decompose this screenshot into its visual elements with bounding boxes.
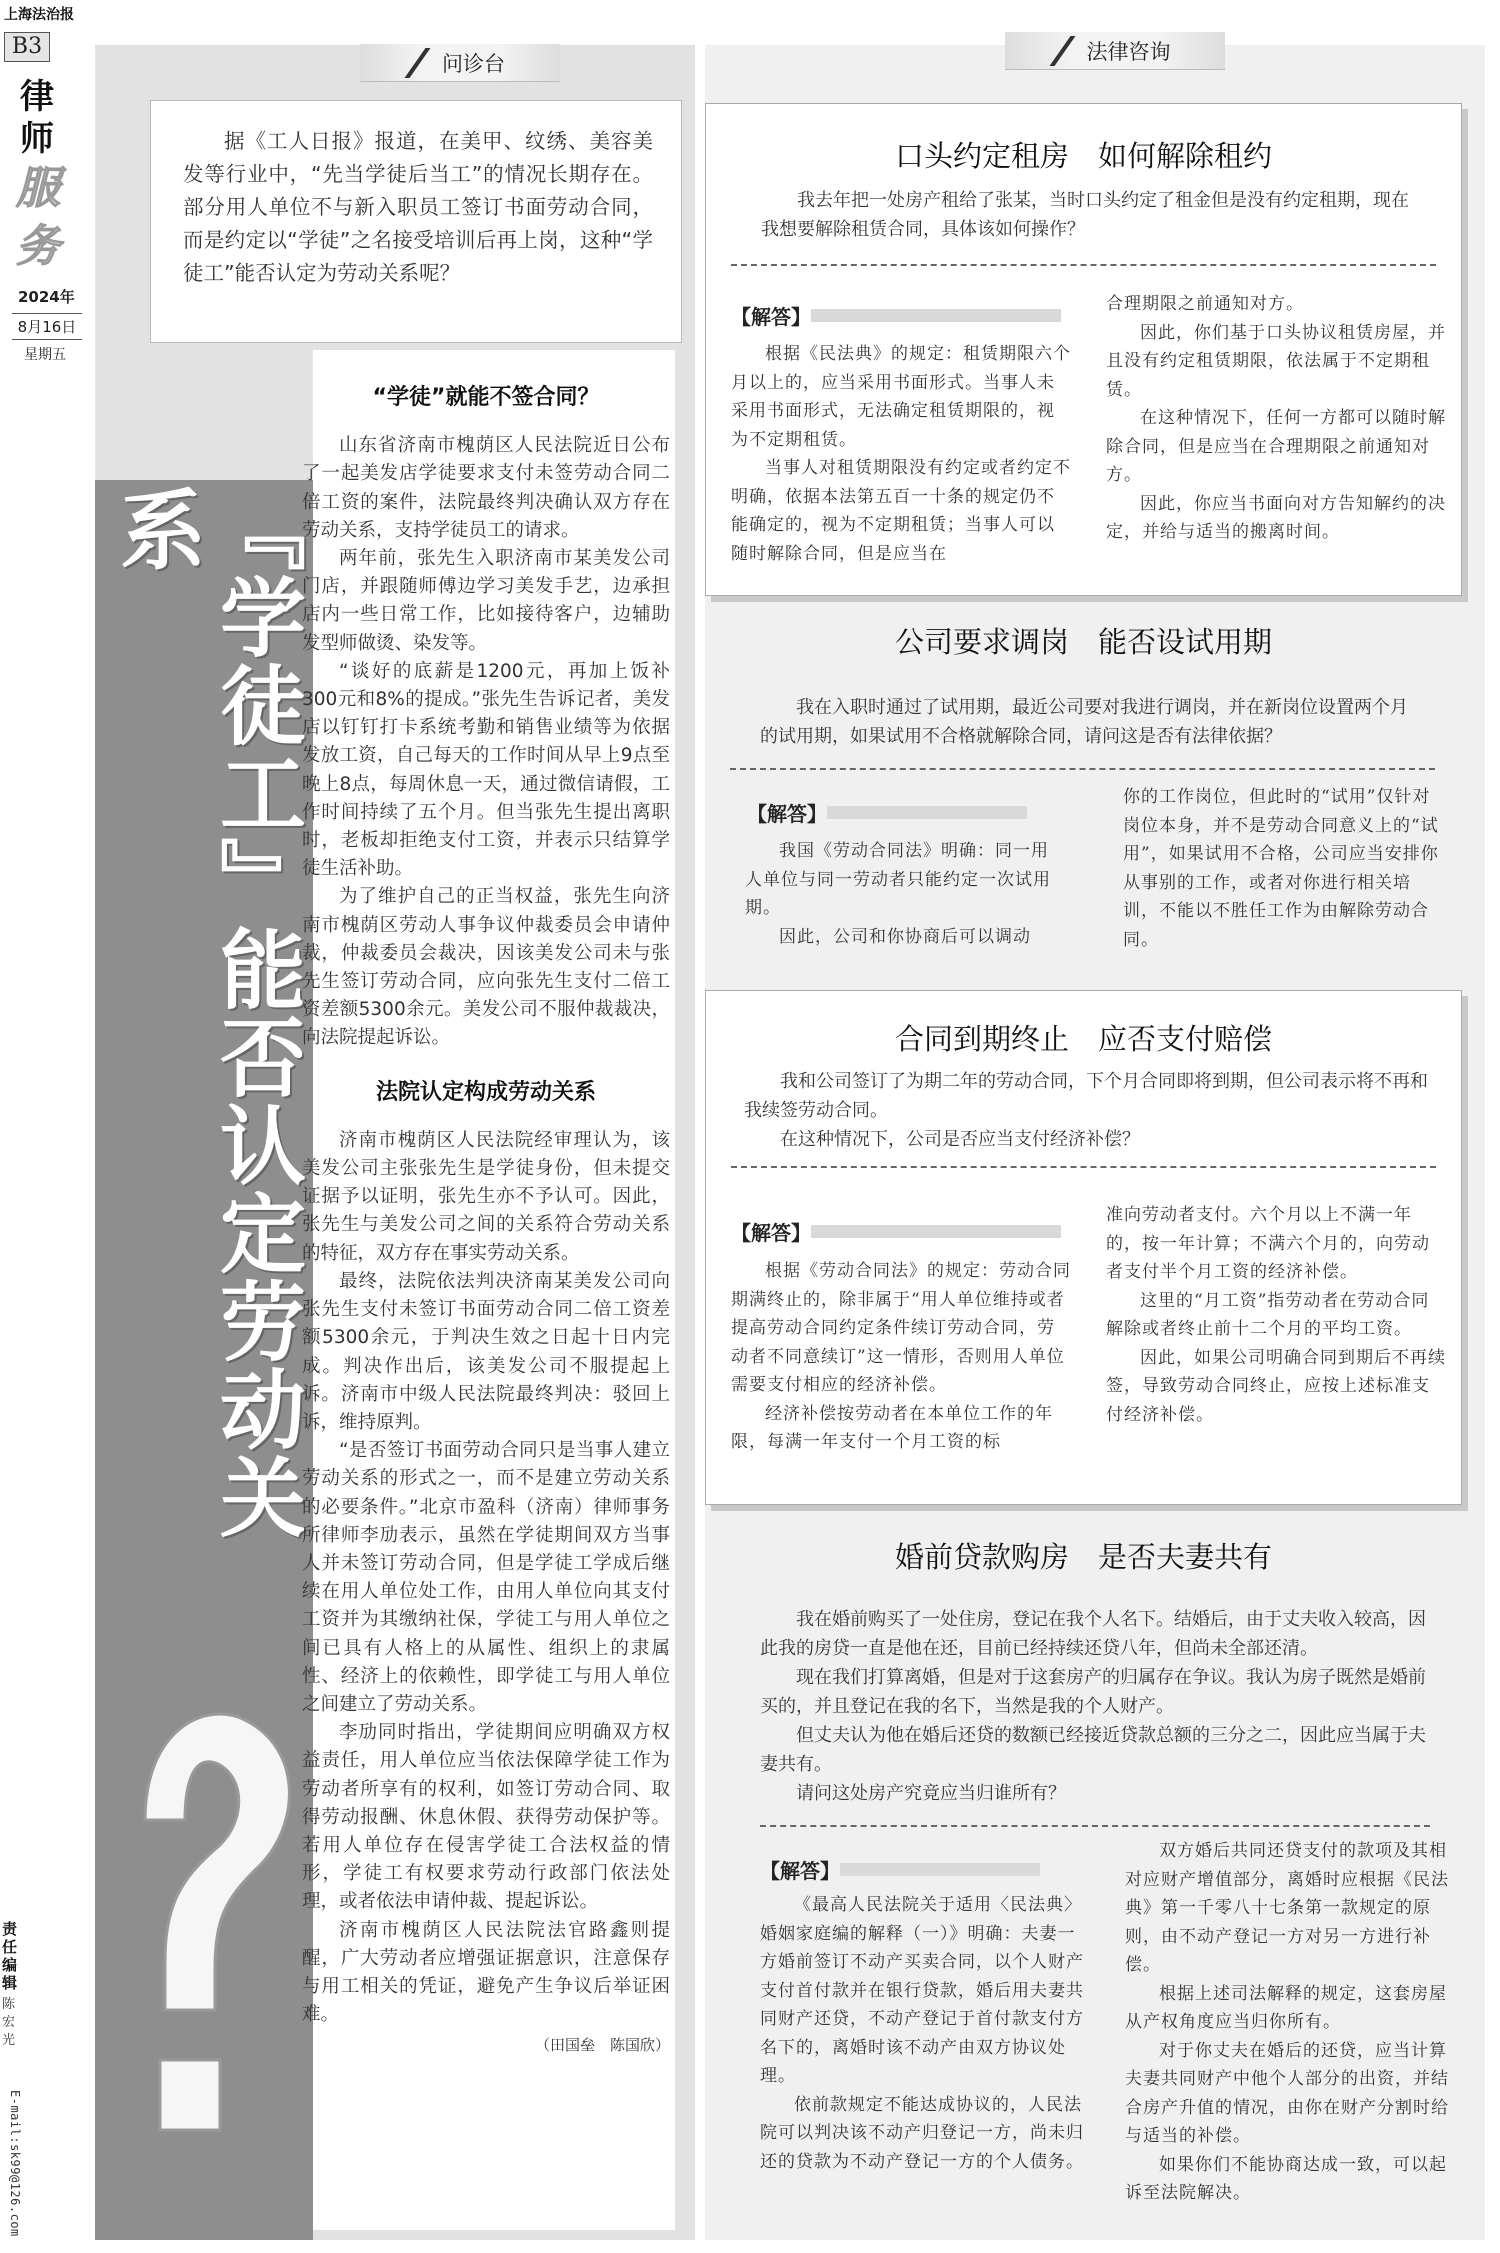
qa-4-divider <box>760 1825 1430 1827</box>
subheading-2: 法院认定构成劳动关系 <box>375 1079 596 1105</box>
answer-para: 你的工作岗位，但此时的“试用”仅针对岗位本身，并不是劳动合同意义上的“试用”，如果试用不合格，公司应当安排你从事别的工作，或者对你进行相关培训，不能以不胜任工作为由解除劳动合同。 <box>1123 787 1439 950</box>
qa-4-question-text: 请问这处房产究竟应当归谁所有？ <box>796 1783 1066 1804</box>
answer-para: 经济补偿按劳动者在本单位工作的年限，每满一年支付一个月工资的标 <box>731 1403 1053 1452</box>
answer-para: 双方婚后共同还贷支付的款项及其相对应财产增值部分，离婚时应根据《民法典》第一千零八十七条第一款规定的原则，由不动产登记一方对另一方进行补偿。 <box>1125 1841 1449 1975</box>
answer-para: 《最高人民法院关于适用〈民法典〉婚姻家庭编的解释（一）》明确：夫妻一方婚前签订不动产买卖合同，以个人财产支付首付款并在银行贷款，婚后用夫妻共同财产还贷，不动产登记于首付款支付方名下的，离婚时该不动产由双方协议处理。 <box>760 1895 1084 2086</box>
article-para: 济南市槐荫区人民法院经审理认为，该美发公司主张张先生是学徒身份，但未提交证据予以证明，张先生亦不予认可。因此，张先生与美发公司之间的关系符合劳动关系的特征，双方存在事实劳动关系。 <box>302 1129 670 1264</box>
subheading-1: “学徒”就能不签合同？ <box>372 385 600 410</box>
tag-slash-icon <box>1049 36 1075 66</box>
qa-3-answer-bar <box>811 1225 1061 1238</box>
answer-para: 准向劳动者支付。六个月以上不满一年的，按一年计算；不满六个月的，向劳动者支付半个月工资的经济补偿。 <box>1106 1205 1430 1282</box>
qa-block-4 <box>705 1525 1462 2235</box>
qa-1-answer-right <box>1106 290 1446 547</box>
qa-1-question-text: 我去年把一处房产租给了张某，当时口头约定了租金但是没有约定租期，现在我想要解除租赁合同，具体该如何操作？ <box>761 190 1409 240</box>
falvzixun-tag-label: 法律咨询 <box>1086 39 1171 64</box>
editor-name: 陈宏光 <box>2 1997 16 2048</box>
editor-label: 责任编辑 <box>2 1920 18 1992</box>
question-mark-icon <box>105 1660 305 2230</box>
answer-para: 因此，你们基于口头协议租赁房屋，并且没有约定租赁期限，依法属于不定期租赁。 <box>1106 322 1446 400</box>
section-char-4: 务 <box>16 221 60 272</box>
editor-credit <box>2 1920 24 2050</box>
article-para: 李劢同时指出，学徒期间应明确双方权益责任，用人单位应当依法保障学徒工作为劳动者所享有的权利，如签订劳动合同、取得劳动报酬、休息休假、获得劳动保护等。若用人单位存在侵害学徒工合法权益的情形，学徒工有权要求劳动行政部门依法处理，或者依法申请仲裁、提起诉讼。 <box>302 1722 670 1913</box>
article-byline: （田国垒 陈国欣） <box>534 2036 670 2055</box>
answer-para: 合理期限之前通知对方。 <box>1106 294 1304 314</box>
paper-name: 上海法治报 <box>4 7 74 23</box>
tag-slash-icon <box>404 48 430 78</box>
qa-4-question <box>760 1605 1430 1808</box>
answer-para: 这里的“月工资”指劳动者在劳动合同解除或者终止前十二个月的平均工资。 <box>1106 1290 1430 1339</box>
article-para: “是否签订书面劳动合同只是当事人建立劳动关系的形式之一，而不是建立劳动关系的必要条件。”北京市盈科（济南）律师事务所律师李劢表示，虽然在学徒期间双方当事人并未签订劳动合同，但是学徒工学成后继续在用人单位处工作，由用人单位向其支付工资并为其缴纳社保，学徒工与用人单位之间已具有人格上的从属性、组织上的隶属性、经济上的依赖性，即学徒工与用人单位之间建立了劳动关系。 <box>302 1440 670 1715</box>
qa-3-answer-left <box>731 1257 1071 1457</box>
answer-para: 依前款规定不能达成协议的，人民法院可以判决该不动产归登记一方，尚未归还的贷款为不动产登记一方的个人债务。 <box>760 2094 1084 2172</box>
page-number: B3 <box>4 32 50 62</box>
qa-4-answer-right <box>1125 1837 1455 2208</box>
qa-3-answer-label: 【解答】 <box>731 1221 811 1245</box>
answer-para: 根据上述司法解释的规定，这套房屋从产权角度应当归你所有。 <box>1125 1983 1447 2032</box>
editor-email: E-mail:sk99@126.com <box>8 2090 22 2237</box>
intro-box <box>150 100 682 343</box>
issue-weekday: 星期五 <box>24 347 66 363</box>
qa-3-title: 合同到期终止 应否支付赔偿 <box>894 1022 1272 1056</box>
headline <box>105 485 305 1615</box>
answer-para: 因此，如果公司明确合同到期后不再续签，导致劳动合同终止，应按上述标准支付经济补偿。 <box>1106 1347 1446 1425</box>
masthead <box>4 4 90 364</box>
qa-3-answer-right <box>1106 1201 1446 1429</box>
qa-2-answer-right <box>1123 783 1443 954</box>
answer-para: 根据《劳动合同法》的规定：劳动合同期满终止的，除非属于“用人单位维持或者提高劳动合同约定条件续订劳动合同，劳动者不同意续订”这一情形，否则用人单位需要支付相应的经济补偿。 <box>731 1261 1071 1395</box>
qa-3-question-text: 在这种情况下，公司是否应当支付经济补偿？ <box>780 1129 1140 1150</box>
answer-para: 我国《劳动合同法》明确：同一用人单位与同一劳动者只能约定一次试用期。 <box>745 841 1051 918</box>
qa-3-question <box>744 1067 1434 1154</box>
qa-2-question <box>760 693 1420 751</box>
answer-para: 因此，你应当书面向对方告知解约的决定，并给与适当的搬离时间。 <box>1106 493 1446 542</box>
qa-2-divider <box>730 768 1435 770</box>
article-body <box>302 384 670 2060</box>
qa-4-question-text: 我在婚前购买了一处住房，登记在我个人名下。结婚后，由于丈夫收入较高，因此我的房贷一直是他在还，目前已经持续还贷八年，但尚未全部还清。 <box>760 1609 1426 1659</box>
qa-4-answer-label: 【解答】 <box>760 1859 840 1883</box>
qa-1-divider <box>731 264 1436 266</box>
qa-box-1 <box>705 103 1462 596</box>
section-char-3: 服 <box>16 163 60 214</box>
answer-para: 因此，公司和你协商后可以调动 <box>779 926 1031 947</box>
answer-para: 根据《民法典》的规定：租赁期限六个月以上的，应当采用书面形式。当事人未采用书面形式，无法确定租赁期限的，视为不定期租赁。 <box>731 344 1071 450</box>
qa-4-title: 婚前贷款购房 是否夫妻共有 <box>894 1540 1272 1574</box>
headline-text: 『学徒工』能否认定劳动关系 <box>105 485 305 1541</box>
qa-3-question-text: 我和公司签订了为期二年的劳动合同，下个月合同即将到期，但公司表示将不再和我续签劳动合同。 <box>744 1071 1428 1121</box>
wenzhentai-tag <box>360 44 560 82</box>
answer-para: 如果你们不能协商达成一致，可以起诉至法院解决。 <box>1125 2154 1447 2203</box>
falvzixun-tag <box>1005 32 1225 70</box>
qa-1-answer-left <box>731 340 1071 568</box>
article-para: 为了维护自己的正当权益，张先生向济南市槐荫区劳动人事争议仲裁委员会申请仲裁，仲裁委员会裁决，因该美发公司未与张先生签订劳动合同，应向张先生支付二倍工资差额5300余元。美发公司不服仲裁裁决，向法院提起诉讼。 <box>302 886 670 1049</box>
article-para: 最终，法院依法判决济南某美发公司向张先生支付未签订书面劳动合同二倍工资差额5300余元，于判决生效之日起十日内完成。判决作出后，该美发公司不服提起上诉。济南市中级人民法院最终判决：驳回上诉，维持原判。 <box>302 1270 670 1433</box>
intro-text: 据《工人日报》报道，在美甲、纹绣、美容美发等行业中，“先当学徒后当工”的情况长期存在。部分用人单位不与新入职员工签订书面劳动合同，而是约定以“学徒”之名接受培训后再上岗，这种“学徒工”能否认定为劳动关系呢？ <box>183 129 653 285</box>
qa-4-answer-bar <box>840 1863 1040 1876</box>
qa-block-2 <box>705 615 1462 985</box>
qa-4-question-text: 但丈夫认为他在婚后还贷的数额已经接近贷款总额的三分之二，因此应当属于夫妻共有。 <box>760 1725 1426 1775</box>
qa-2-answer-left <box>745 837 1065 951</box>
qa-2-question-text: 我在入职时通过了试用期，最近公司要对我进行调岗，并在新岗位设置两个月的试用期，如果试用不合格就解除合同，请问这是否有法律依据？ <box>760 697 1408 747</box>
section-char-1: 律 <box>20 77 54 117</box>
qa-1-title: 口头约定租房 如何解除租约 <box>894 139 1272 173</box>
article-para: “谈好的底薪是1200元，再加上饭补300元和8%的提成。”张先生告诉记者，美发店以钉钉打卡系统考勤和销售业绩等为依据发放工资，自己每天的工作时间从早上9点至晚上8点，每周休息一天，通过微信请假，工作时间持续了五个月。但当张先生提出离职时，老板却拒绝支付工资，并表示只结算学徒生活补助。 <box>302 660 670 880</box>
article-para: 山东省济南市槐荫区人民法院近日公布了一起美发店学徒要求支付未签劳动合同二倍工资的案件，法院最终判决确认双方存在劳动关系，支持学徒员工的请求。 <box>302 435 670 541</box>
qa-1-answer-bar <box>811 309 1061 322</box>
qa-1-question <box>761 186 1421 244</box>
issue-year: 2024年 <box>18 288 75 306</box>
qa-2-title: 公司要求调岗 能否设试用期 <box>894 625 1272 659</box>
qa-1-answer-label: 【解答】 <box>731 305 811 329</box>
qa-4-question-text: 现在我们打算离婚，但是对于这套房产的归属存在争议。我认为房子既然是婚前买的，并且登记在我的名下，当然是我的个人财产。 <box>760 1667 1426 1717</box>
qa-2-answer-label: 【解答】 <box>747 802 827 826</box>
qa-2-answer-bar <box>827 806 1027 819</box>
wenzhentai-tag-label: 问诊台 <box>442 51 505 76</box>
answer-para: 当事人对租赁期限没有约定或者约定不明确，依据本法第五百一十条的规定仍不能确定的，视为不定期租赁；当事人可以随时解除合同，但是应当在 <box>731 458 1071 564</box>
qa-4-answer-left <box>760 1891 1090 2176</box>
article-para: 两年前，张先生入职济南市某美发公司门店，并跟随师傅边学习美发手艺，边承担店内一些日常工作，比如接待客户，边辅助发型师做烫、染发等。 <box>302 548 670 654</box>
qa-3-divider <box>731 1166 1436 1168</box>
answer-para: 在这种情况下，任何一方都可以随时解除合同，但是应当在合理期限之前通知对方。 <box>1106 408 1446 485</box>
section-char-2: 师 <box>20 119 54 159</box>
answer-para: 对于你丈夫在婚后的还贷，应当计算夫妻共同财产中他个人部分的出资，并结合房产升值的情况，由你在财产分割时给与适当的补偿。 <box>1125 2040 1449 2146</box>
article-para: 济南市槐荫区人民法院法官路鑫则提醒，广大劳动者应增强证据意识，注意保存与用工相关的凭证，避免产生争议后举证困难。 <box>302 1919 670 2026</box>
qa-box-3 <box>705 990 1462 1505</box>
issue-date: 8月16日 <box>12 313 82 340</box>
